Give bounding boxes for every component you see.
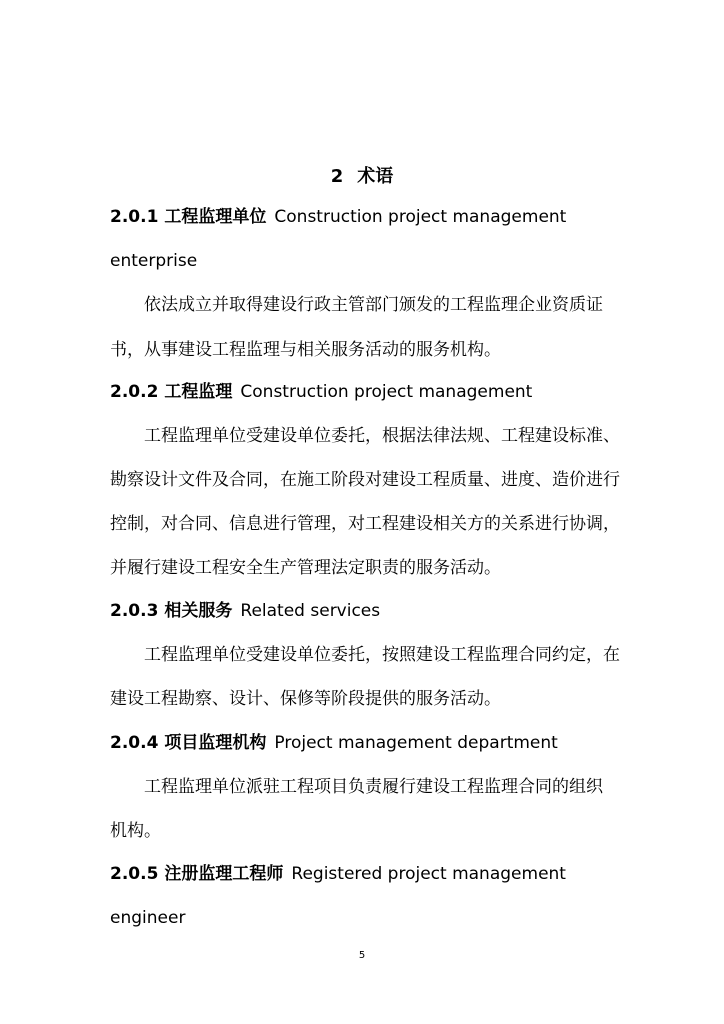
definition-line: 勘察设计文件及合同，在施工阶段对建设工程质量、进度、造价进行 <box>110 470 620 490</box>
term-name: 工程监理 <box>164 382 233 402</box>
definition-line: 工程监理单位受建设单位委托，根据法律法规、工程建设标准、 <box>144 426 620 446</box>
term-number: 2.0.2 <box>110 382 159 402</box>
definition-line: 建设工程勘察、设计、保修等阶段提供的服务活动。 <box>110 689 501 709</box>
term-english: Related services <box>240 601 381 621</box>
term-english: Construction project management <box>274 207 567 227</box>
term-english-continuation: enterprise <box>110 251 198 271</box>
definition-line: 书，从事建设工程监理与相关服务活动的服务机构。 <box>110 340 501 360</box>
term-heading <box>110 863 620 885</box>
definition-line: 机构。 <box>110 821 161 841</box>
term-name: 注册监理工程师 <box>164 864 284 884</box>
term-english: Project management department <box>274 733 558 753</box>
term-heading <box>110 600 620 622</box>
term-heading <box>110 381 620 403</box>
term-number: 2.0.4 <box>110 733 159 753</box>
term-number: 2.0.5 <box>110 864 159 884</box>
definition-line: 并履行建设工程安全生产管理法定职责的服务活动。 <box>110 558 501 578</box>
term-number: 2.0.3 <box>110 601 159 621</box>
definition-line: 工程监理单位派驻工程项目负责履行建设工程监理合同的组织 <box>144 777 603 797</box>
definition-line: 工程监理单位受建设单位委托，按照建设工程监理合同约定，在 <box>144 645 620 665</box>
term-name: 项目监理机构 <box>164 733 267 753</box>
term-english: Construction project management <box>240 382 533 402</box>
definition-line: 依法成立并取得建设行政主管部门颁发的工程监理企业资质证 <box>144 295 603 315</box>
term-english: Registered project management <box>291 864 566 884</box>
chapter-number: 2 <box>330 166 344 187</box>
term-heading <box>110 732 620 754</box>
term-name: 相关服务 <box>164 601 233 621</box>
chapter-title <box>0 166 724 188</box>
term-heading <box>110 206 620 228</box>
definition-line: 控制，对合同、信息进行管理，对工程建设相关方的关系进行协调， <box>110 514 620 534</box>
chapter-title-text: 术语 <box>357 166 394 187</box>
page-number: 5 <box>358 950 366 961</box>
term-name: 工程监理单位 <box>164 207 267 227</box>
term-number: 2.0.1 <box>110 207 159 227</box>
term-english-continuation: engineer <box>110 908 186 928</box>
